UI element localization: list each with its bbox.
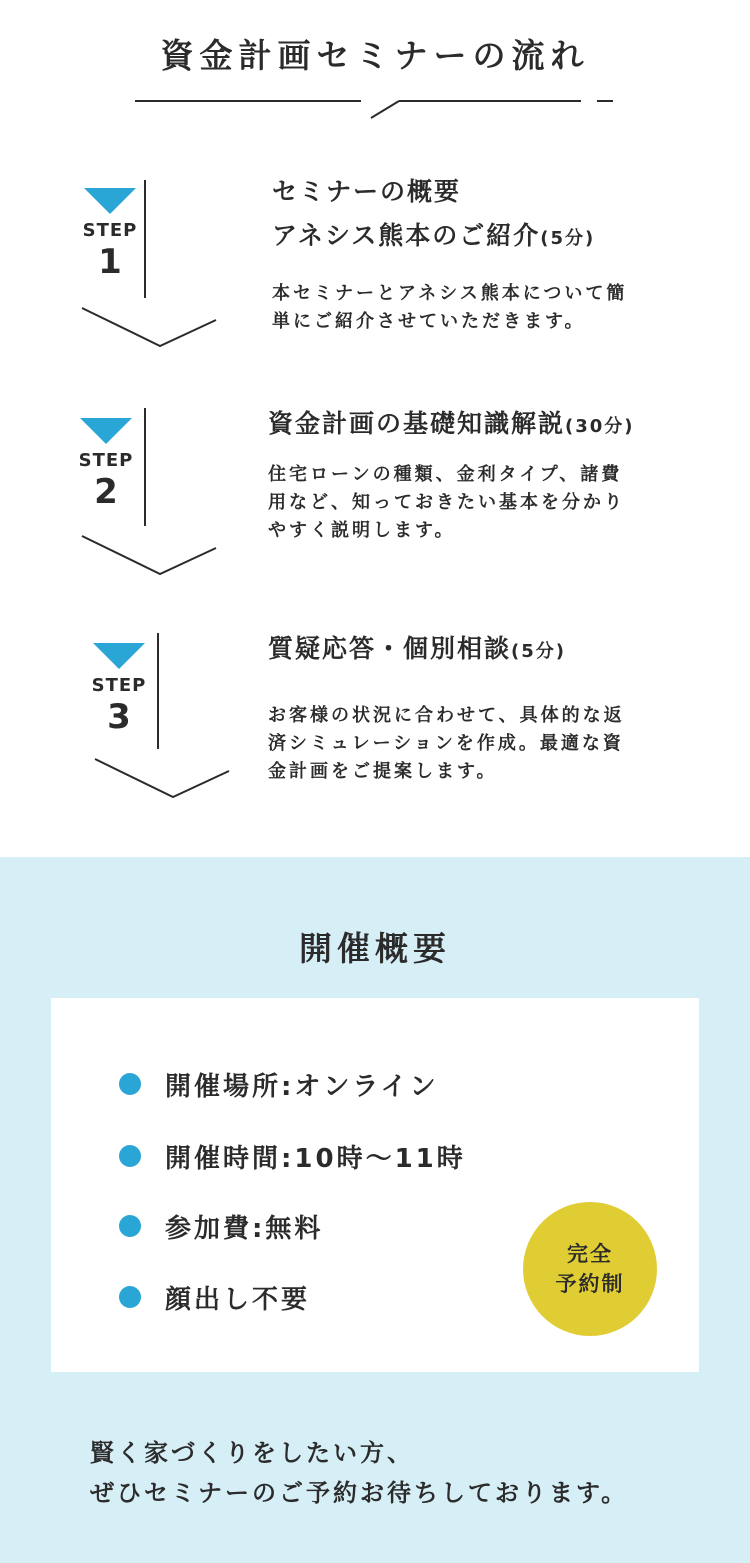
down-arrow-icon xyxy=(91,633,233,803)
step-3 xyxy=(0,625,750,855)
down-arrow-icon xyxy=(78,180,220,350)
step-number: 3 xyxy=(107,697,131,737)
step-label: STEP xyxy=(78,450,134,471)
step-description: 本セミナーとアネシス熊本について簡 単にご紹介させていただきます。 xyxy=(272,283,628,332)
summary-item-venue: 開催場所:オンライン xyxy=(119,1066,439,1102)
title-divider xyxy=(135,90,615,120)
step-description: 住宅ローンの種類、金利タイプ、諸費 用など、知っておきたい基本を分かり やすく説明します。 xyxy=(268,464,625,541)
summary-item-camera: 顔出し不要 xyxy=(119,1279,310,1315)
bullet-icon xyxy=(119,1215,141,1237)
closing-message: 賢く家づくりをしたい方、 ぜひセミナーのご予約お待ちしております。 xyxy=(90,1439,629,1507)
step-heading: 資金計画の基礎知識解説(30分) xyxy=(268,409,635,438)
step-2 xyxy=(0,400,750,630)
step-label: STEP xyxy=(91,675,147,696)
step-number: 2 xyxy=(94,472,118,512)
bullet-icon xyxy=(119,1073,141,1095)
reservation-badge: 完全 予約制 xyxy=(523,1202,657,1336)
summary-item-time: 開催時間:10時〜11時 xyxy=(119,1138,466,1174)
event-summary-section xyxy=(0,857,750,1563)
step-duration: (5分) xyxy=(511,641,566,662)
bullet-icon xyxy=(119,1145,141,1167)
step-heading: セミナーの概要 アネシス熊本のご紹介(5分) xyxy=(272,177,596,250)
flow-title: 資金計画セミナーの流れ xyxy=(160,36,590,75)
summary-card xyxy=(51,998,699,1372)
summary-title: 開催概要 xyxy=(299,929,451,968)
step-duration: (30分) xyxy=(565,416,635,437)
summary-item-fee: 参加費:無料 xyxy=(119,1208,323,1244)
step-label: STEP xyxy=(82,220,138,241)
step-number: 1 xyxy=(98,242,122,282)
down-arrow-icon xyxy=(78,408,220,578)
bullet-icon xyxy=(119,1286,141,1308)
step-description: お客様の状況に合わせて、具体的な返 済シミュレーションを作成。最適な資 金計画をご提案します。 xyxy=(268,705,625,782)
step-1 xyxy=(0,170,750,400)
step-duration: (5分) xyxy=(540,228,596,249)
step-heading: 質疑応答・個別相談(5分) xyxy=(268,634,566,663)
